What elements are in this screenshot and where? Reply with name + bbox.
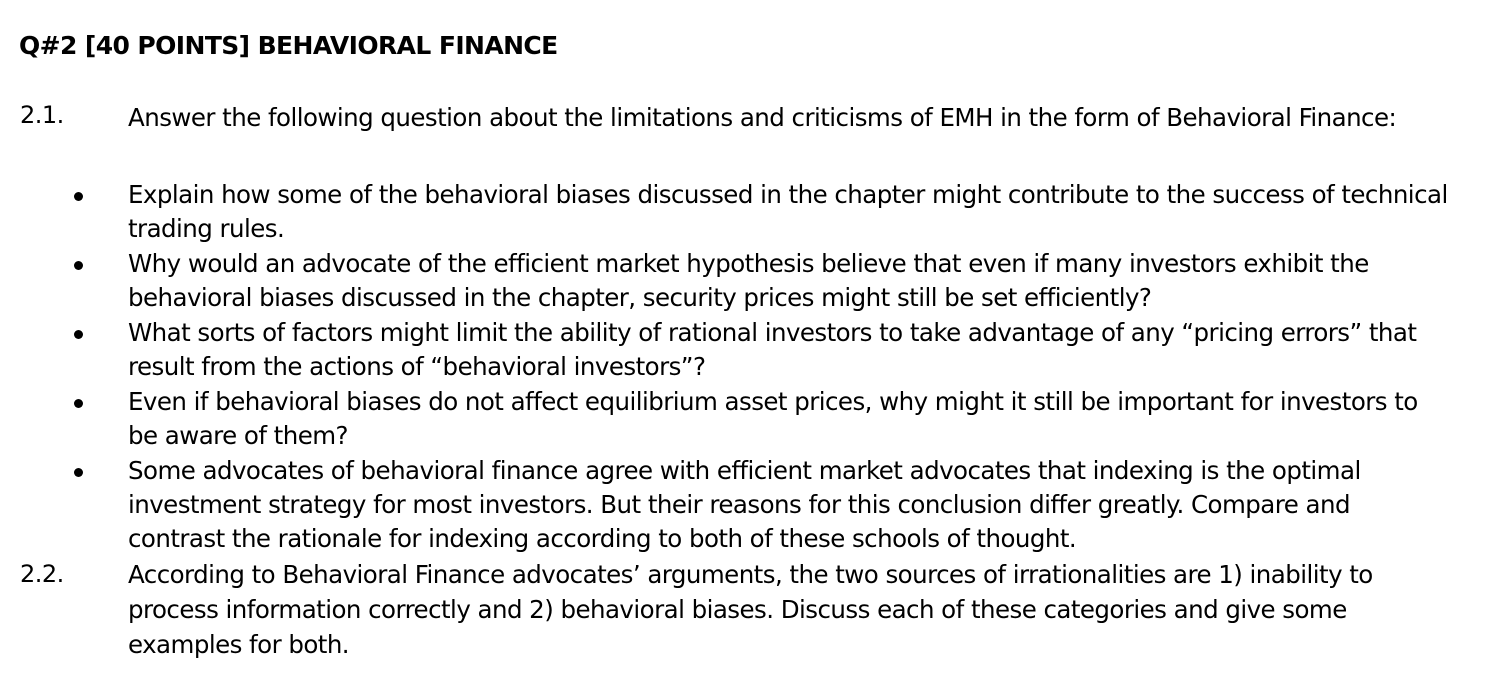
question-text-2-2: According to Behavioral Finance advocates’ arguments, the two sources of irrationalities are 1) inability to process information correctly and 2) behavioral biases. Discuss each of these categories and give some examples for both. <box>128 560 1373 659</box>
bullet-text: Why would an advocate of the efficient market hypothesis believe that even if many investors exhibit the behavioral biases discussed in the chapter, security prices might still be set efficiently? <box>128 249 1369 312</box>
bullet-dot-icon <box>74 468 83 477</box>
question-number-2-2: 2.2. <box>20 560 64 588</box>
bullet-dot-icon <box>74 261 83 270</box>
bullet-dot-icon <box>74 330 83 339</box>
bullet-text: What sorts of factors might limit the ability of rational investors to take advantage of any “pricing errors” that result from the actions of “behavioral investors”? <box>128 318 1417 381</box>
bullet-item <box>0 247 1448 315</box>
bullet-item <box>0 178 1448 246</box>
document-title: Q#2 [40 POINTS] BEHAVIORAL FINANCE <box>19 31 558 60</box>
bullet-text: Explain how some of the behavioral biases discussed in the chapter might contribute to the success of technical trading rules. <box>128 180 1448 243</box>
bullet-dot-icon <box>74 399 83 408</box>
question-number-2-1: 2.1. <box>20 101 64 129</box>
bullet-item <box>0 316 1448 384</box>
bullet-text: Even if behavioral biases do not affect equilibrium asset prices, why might it still be important for investors to be aware of them? <box>128 387 1418 450</box>
bullet-text: Some advocates of behavioral finance agree with efficient market advocates that indexing is the optimal investment strategy for most investors. But their reasons for this conclusion differ greatly. Compare and contrast the rationale for indexing according to both of these schools of thought. <box>128 456 1361 553</box>
question-text-2-1: Answer the following question about the limitations and criticisms of EMH in the form of Behavioral Finance: <box>128 103 1397 132</box>
bullet-dot-icon <box>74 192 83 201</box>
question-2-1-bullet-list <box>0 178 1448 557</box>
bullet-item <box>0 385 1448 453</box>
bullet-item <box>0 454 1448 556</box>
